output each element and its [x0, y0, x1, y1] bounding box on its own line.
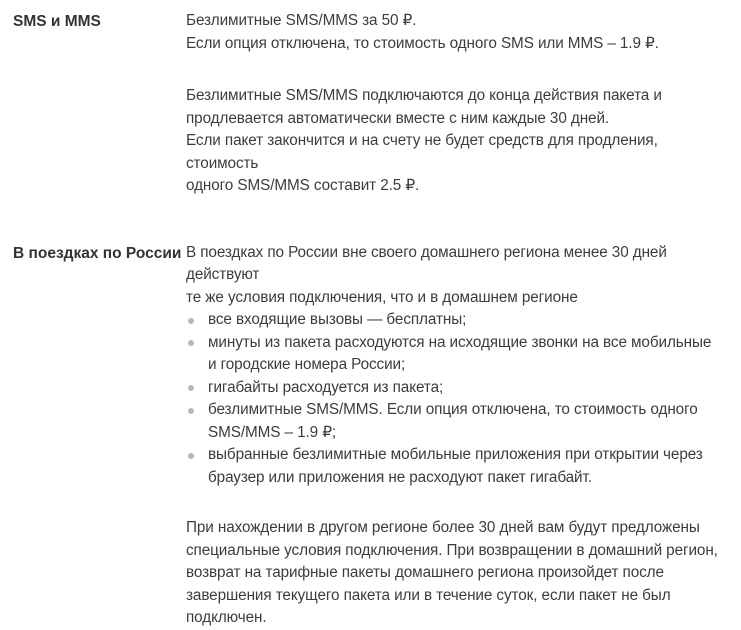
text-line: выбранные безлимитные мобильные приложения при открытии через [208, 446, 703, 463]
text-line: минуты из пакета расходуются на исходящие звонки на все мобильные [208, 333, 712, 351]
text-line: все входящие вызовы — бесплатны; [208, 311, 467, 328]
bullet-dot-icon [188, 453, 194, 459]
text-line: В поездках по России вне своего домашнего региона менее 30 дней действуют [186, 243, 667, 283]
sms-renewal-paragraph [186, 85, 727, 198]
text-line: продлевается автоматически вместе с ним каждые 30 дней. [186, 109, 610, 127]
text-line: завершения текущего пакета или в течение суток, если пакет не был [186, 586, 671, 604]
section-label-sms-mms: SMS и MMS [13, 13, 101, 30]
text-line: и городские номера России; [208, 356, 406, 373]
list-item-sms-mms [186, 399, 727, 444]
text-line: SMS/MMS – 1.9 ₽; [208, 423, 336, 441]
bullet-dot-icon [188, 385, 194, 391]
text-line: те же условия подключения, что и в домашнем регионе [186, 288, 578, 306]
sms-price-paragraph [186, 10, 727, 55]
travel-conditions-list [186, 309, 727, 489]
text-line: Безлимитные SMS/MMS подключаются до конца действия пакета и [186, 87, 662, 104]
travel-intro-paragraph [186, 242, 727, 310]
text-line: безлимитные SMS/MMS. Если опция отключена, то стоимость одного [208, 401, 698, 418]
list-item-minutes [186, 332, 727, 377]
list-item-unlimited-apps [186, 444, 727, 489]
bullet-dot-icon [188, 318, 194, 324]
section-content-travel-russia [186, 242, 727, 630]
travel-outro-paragraph [186, 517, 727, 630]
section-sms-mms [13, 10, 727, 198]
list-item-incoming-calls [186, 309, 727, 332]
text-line: подключен. [186, 609, 267, 626]
text-line: одного SMS/MMS составит 2.5 ₽. [186, 177, 420, 194]
text-line: Если опция отключена, то стоимость одного SMS или MMS – 1.9 ₽. [186, 34, 659, 52]
text-line: При нахождении в другом регионе более 30 дней вам будут предложены [186, 519, 700, 536]
section-travel-russia [13, 242, 727, 630]
bullet-dot-icon [188, 408, 194, 414]
text-line: возврат на тарифные пакеты домашнего региона произойдет после [186, 564, 664, 581]
text-line: Безлимитные SMS/MMS за 50 ₽. [186, 12, 417, 29]
text-line: гигабайты расходуется из пакета; [208, 378, 444, 396]
bullet-dot-icon [188, 340, 194, 346]
text-line: специальные условия подключения. При возвращении в домашний регион, [186, 541, 718, 559]
text-line: браузер или приложения не расходуют пакет гигабайт. [208, 468, 592, 486]
section-label-travel-russia: В поездках по России [13, 244, 182, 262]
section-content-sms-mms [186, 10, 727, 198]
list-item-gigabytes [186, 377, 727, 400]
text-line: Если пакет закончится и на счету не будет средств для продления, стоимость [186, 132, 658, 172]
